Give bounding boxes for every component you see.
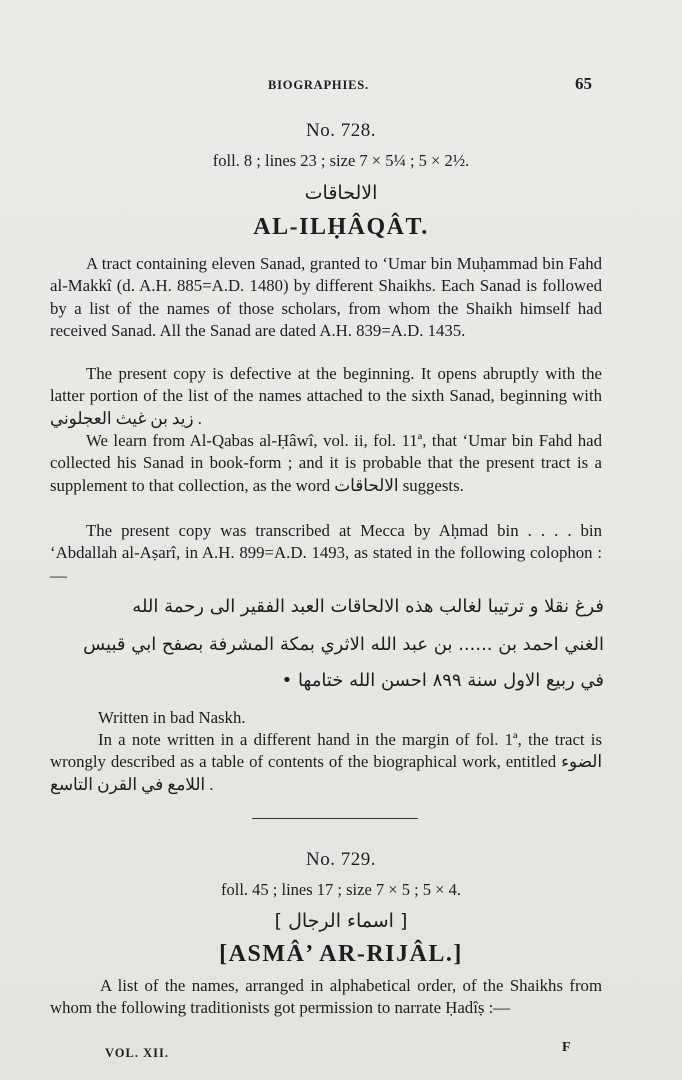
arabic-title: [ اسماء الرجال ] (274, 910, 408, 932)
paragraph: A list of the names, arranged in alphabetical order, of the Shaikhs from whom the following traditionists got permission to narrate Ḥadîṣ :— (50, 976, 602, 1018)
entry-title: [ASMÂ’ AR-RIJÂL.] (219, 941, 463, 967)
paragraph: We learn from Al-Qabas al-Ḥâwî, vol. ii, fol. 11ª, that ‘Umar bin Fahd had collected his Sanad in book-form ; and it is probable that the present tract is a supplement to that collection, as the word الالحاقات suggests. (50, 431, 602, 495)
folio-description: foll. 8 ; lines 23 ; size 7 × 5¼ ; 5 × 2½. (212, 151, 470, 170)
section-divider (252, 818, 418, 819)
paragraph: Written in bad Naskh. (98, 708, 246, 727)
folio-description: foll. 45 ; lines 17 ; size 7 × 5 ; 5 × 4. (221, 880, 461, 899)
volume-label: VOL. XII. (105, 1046, 169, 1060)
paragraph: A tract containing eleven Sanad, granted to ‘Umar bin Muḥammad bin Fahd al-Makkî (d. A.H. 885=A.D. 1480) by different Shaikhs. Each Sanad is followed by a list of the names of those scholars, from whom the Shaikh himself had received Sanad. All the Sanad are dated A.H. 839=A.D. 1435. (50, 254, 602, 341)
paragraph: In a note written in a different hand in the margin of fol. 1ª, the tract is wrongly described as a table of contents of the biographical work, entitled الضوء اللامع في القرن التاسع . (50, 730, 602, 794)
entry-number: No. 729. (306, 849, 376, 870)
paragraph: The present copy is defective at the beginning. It opens abruptly with the latter portion of the list of the names attached to the sixth Sanad, beginning with زيد بن غيث العجلوني . (50, 364, 602, 428)
signature-mark: F (562, 1040, 571, 1055)
colophon-line: في ربيع الاول سنة ٨٩٩ احسن الله ختامها • (281, 670, 604, 691)
colophon-line: الغني احمد بن ...... بن عبد الله الاثري بمكة المشرفة بصفح ابي قبيس (83, 634, 604, 655)
entry-title: AL-ILḤÂQÂT. (253, 214, 429, 240)
arabic-title: الالحاقات (304, 182, 378, 204)
entry-number: No. 728. (306, 120, 376, 141)
paragraph: The present copy was transcribed at Mecca by Aḥmad bin . . . . bin ‘Abdallah al-Aṣarî, in A.H. 899=A.D. 1493, as stated in the following colophon :— (50, 521, 602, 585)
colophon-line: فرغ نقلا و ترتيبا لغالب هذه الالحاقات العبد الفقير الى رحمة الله (132, 596, 604, 617)
running-head: BIOGRAPHIES. (268, 78, 369, 92)
page-number: 65 (575, 74, 592, 93)
